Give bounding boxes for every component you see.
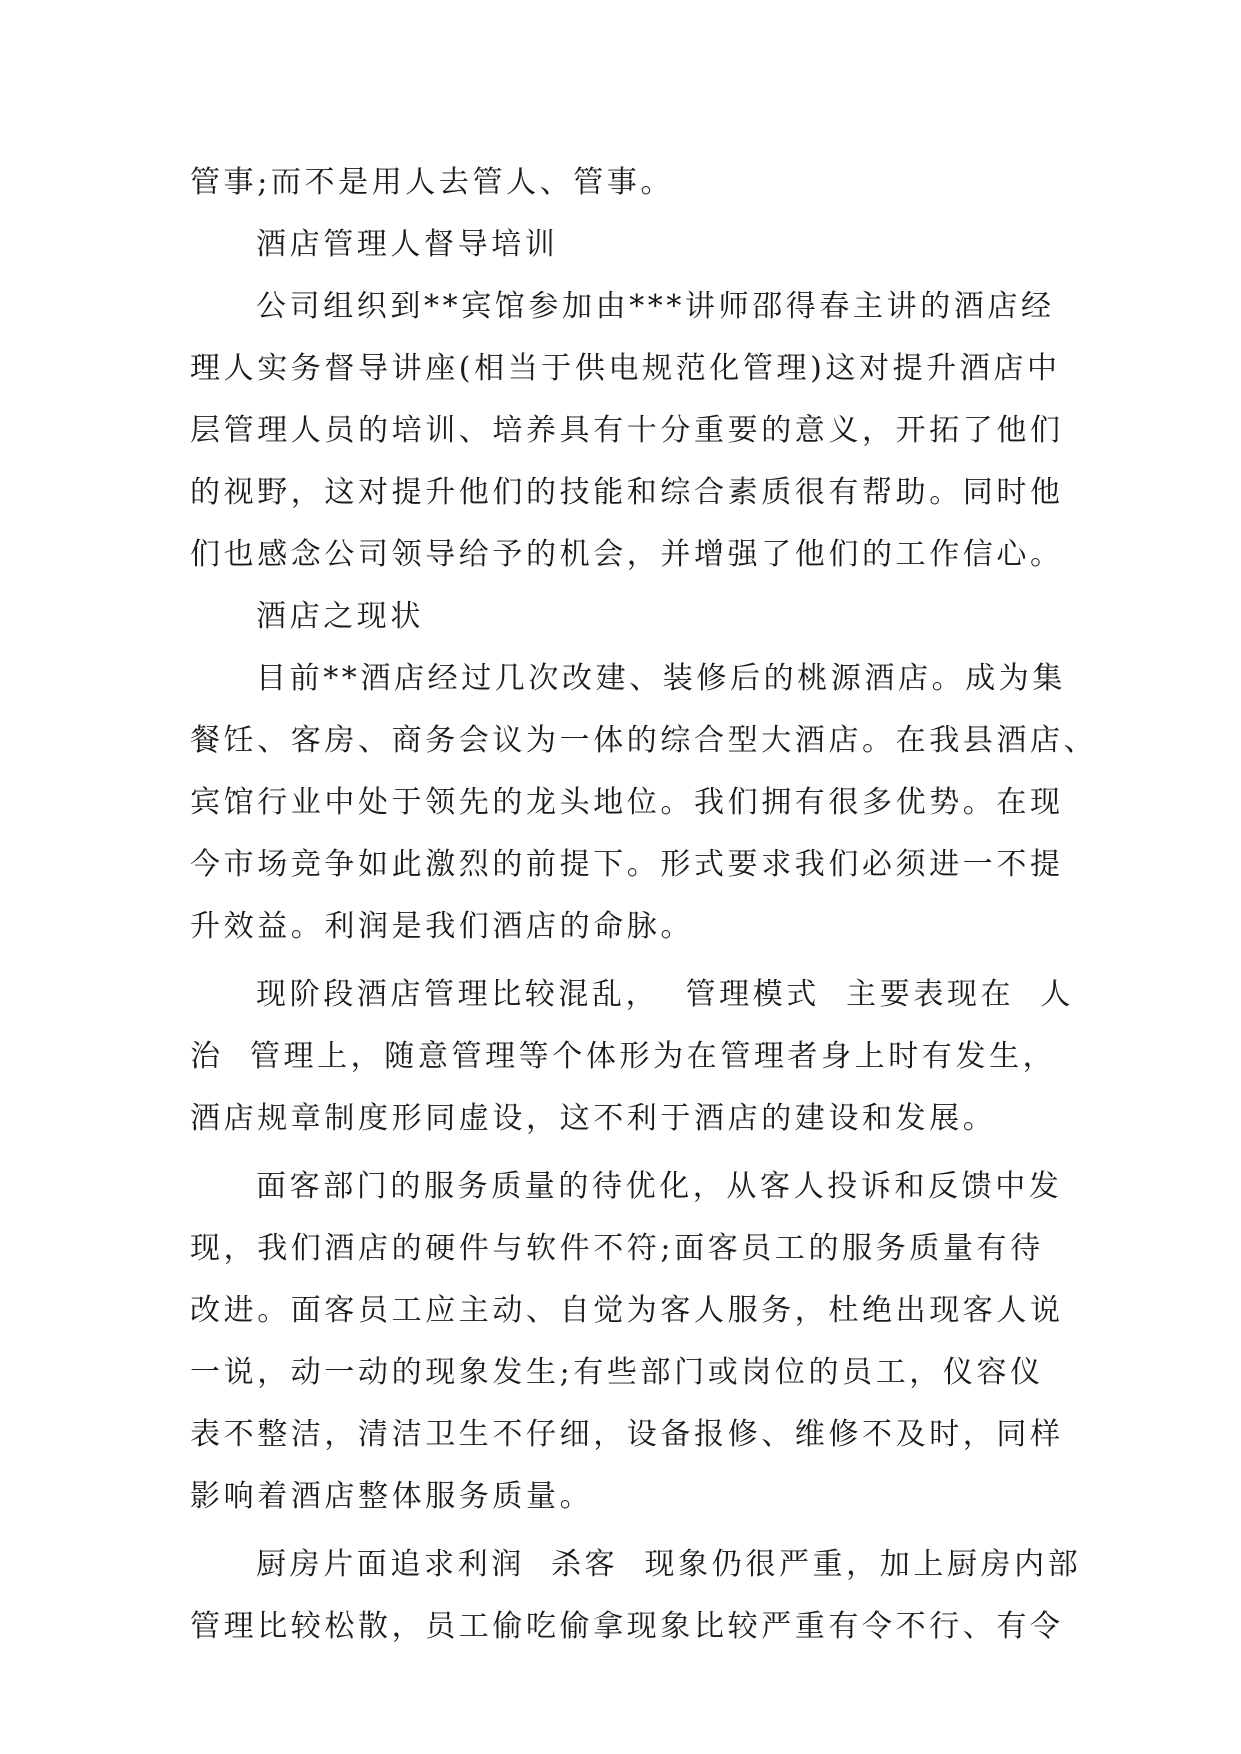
text-line: 厨房片面追求利润 杀客 现象仍很严重，加上厨房内部 xyxy=(256,1547,1082,1582)
text-line: 现阶段酒店管理比较混乱， 管理模式 主要表现在 人 xyxy=(256,977,1075,1012)
text-line: 一说，动一动的现象发生;有些部门或岗位的员工，仪容仪 xyxy=(190,1355,1044,1390)
text-line: 治 管理上，随意管理等个体形为在管理者身上时有发生， xyxy=(190,1039,1057,1074)
text-line: 的视野，这对提升他们的技能和综合素质很有帮助。同时他 xyxy=(190,475,1064,510)
text-line: 理人实务督导讲座(相当于供电规范化管理)这对提升酒店中 xyxy=(190,351,1061,386)
text-line: 目前**酒店经过几次改建、装修后的桃源酒店。成为集 xyxy=(256,661,1066,696)
text-line: 面客部门的服务质量的待优化，从客人投诉和反馈中发 xyxy=(256,1169,1063,1204)
text-line: 今市场竞争如此激烈的前提下。形式要求我们必须进一不提 xyxy=(190,847,1064,882)
text-line: 宾馆行业中处于领先的龙头地位。我们拥有很多优势。在现 xyxy=(190,785,1064,820)
text-line: 影响着酒店整体服务质量。 xyxy=(190,1479,594,1514)
text-line: 管事;而不是用人去管人、管事。 xyxy=(190,165,675,200)
text-line: 表不整洁，清洁卫生不仔细，设备报修、维修不及时，同样 xyxy=(190,1417,1064,1452)
document-body xyxy=(190,152,1098,1658)
text-line: 升效益。利润是我们酒店的命脉。 xyxy=(190,909,694,944)
text-line: 公司组织到**宾馆参加由***讲师邵得春主讲的酒店经 xyxy=(256,289,1055,324)
text-line: 现，我们酒店的硬件与软件不符;面客员工的服务质量有待 xyxy=(190,1231,1044,1266)
text-line: 餐饪、客房、商务会议为一体的综合型大酒店。在我县酒店、 xyxy=(190,723,1098,758)
text-line: 管理比较松散，员工偷吃偷拿现象比较严重有令不行、有令 xyxy=(190,1609,1064,1644)
section-heading: 酒店之现状 xyxy=(256,599,424,634)
text-line: 酒店规章制度形同虚设，这不利于酒店的建设和发展。 xyxy=(190,1101,997,1136)
text-line: 改进。面客员工应主动、自觉为客人服务，杜绝出现客人说 xyxy=(190,1293,1064,1328)
text-line: 们也感念公司领导给予的机会，并增强了他们的工作信心。 xyxy=(190,537,1064,572)
text-line: 层管理人员的培训、培养具有十分重要的意义，开拓了他们 xyxy=(190,413,1064,448)
section-heading: 酒店管理人督导培训 xyxy=(256,227,559,262)
